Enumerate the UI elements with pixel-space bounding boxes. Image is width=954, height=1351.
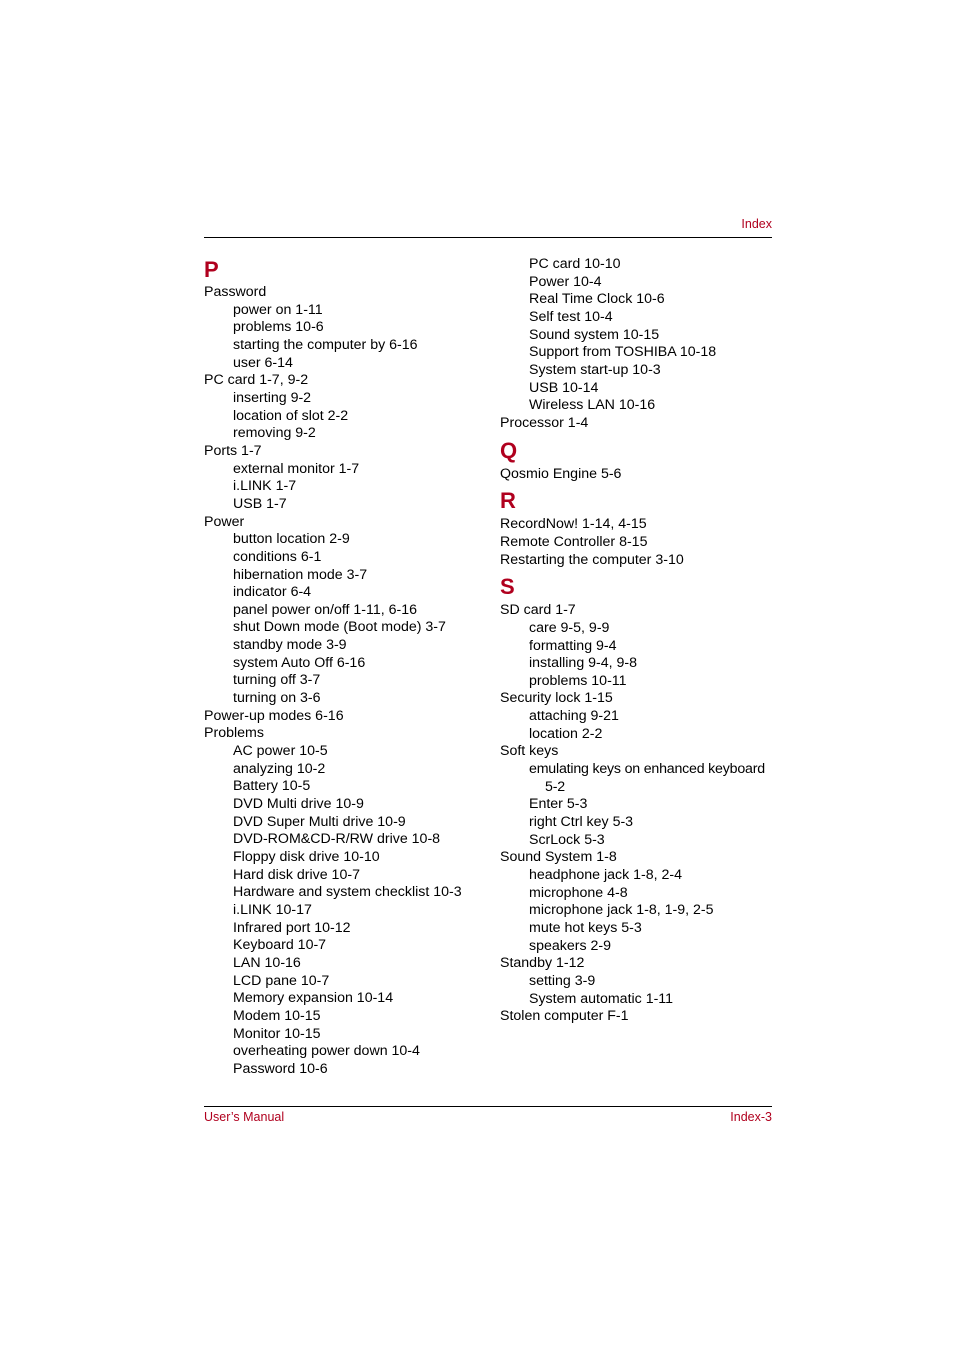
index-subentry: Real Time Clock 10-6 bbox=[529, 291, 665, 308]
index-subentry: Infrared port 10-12 bbox=[233, 919, 351, 936]
index-entry: Power-up modes 6-16 bbox=[204, 707, 344, 724]
index-subentry: overheating power down 10-4 bbox=[233, 1043, 420, 1060]
index-entry: Ports 1-7 bbox=[204, 442, 262, 459]
index-column-left bbox=[204, 256, 489, 1079]
header-rule bbox=[204, 237, 772, 238]
index-entry: Power bbox=[204, 513, 245, 530]
index-subentry: problems 10-6 bbox=[233, 319, 324, 336]
index-subentry: location 2-2 bbox=[529, 725, 603, 742]
index-subentry: microphone jack 1-8, 1-9, 2-5 bbox=[529, 902, 714, 919]
index-entry: Restarting the computer 3-10 bbox=[500, 551, 684, 568]
index-subentry: DVD Super Multi drive 10-9 bbox=[233, 813, 406, 830]
index-subentry: user 6-14 bbox=[233, 354, 293, 371]
footer-rule bbox=[204, 1106, 772, 1107]
index-subentry: AC power 10-5 bbox=[233, 743, 328, 760]
index-subentry: PC card 10-10 bbox=[529, 256, 621, 272]
index-subentry: mute hot keys 5-3 bbox=[529, 920, 642, 936]
index-subentry: formatting 9-4 bbox=[529, 637, 617, 654]
index-subentry: panel power on/off 1-11, 6-16 bbox=[233, 601, 418, 618]
index-subentry: Self test 10-4 bbox=[529, 308, 613, 325]
index-entry: Problems bbox=[204, 725, 264, 742]
index-subentry: Sound system 10-15 bbox=[529, 326, 660, 343]
index-subentry: microphone 4-8 bbox=[529, 884, 628, 901]
index-entry: PC card 1-7, 9-2 bbox=[204, 372, 309, 389]
index-subentry: external monitor 1-7 bbox=[233, 460, 360, 477]
index-entry: Qosmio Engine 5-6 bbox=[500, 465, 622, 482]
index-subentry: System automatic 1-11 bbox=[529, 990, 674, 1007]
index-letter-s: S bbox=[500, 574, 515, 600]
index-subentry: i.LINK 10-17 bbox=[233, 901, 312, 918]
index-subentry: i.LINK 1-7 bbox=[233, 478, 297, 495]
index-subentry: USB 10-14 bbox=[529, 379, 599, 396]
index-subentry: System start-up 10-3 bbox=[529, 361, 661, 378]
running-header: Index bbox=[741, 217, 772, 231]
index-letter-p: P bbox=[204, 257, 219, 282]
index-subentry: Password 10-6 bbox=[233, 1060, 328, 1077]
index-entry: Stolen computer F-1 bbox=[500, 1008, 629, 1025]
index-entry: Soft keys bbox=[500, 743, 559, 760]
index-subentry: Monitor 10-15 bbox=[233, 1025, 321, 1042]
index-subentry: DVD-ROM&CD-R/RW drive 10-8 bbox=[233, 831, 441, 848]
index-subentry: Support from TOSHIBA 10-18 bbox=[529, 344, 717, 361]
index-letter-q: Q bbox=[500, 437, 518, 463]
index-subentry: Keyboard 10-7 bbox=[233, 937, 327, 954]
index-subentry: Power 10-4 bbox=[529, 273, 602, 290]
index-subentry: button location 2-9 bbox=[233, 531, 350, 548]
index-entry: Security lock 1-15 bbox=[500, 690, 613, 707]
index-subentry: DVD Multi drive 10-9 bbox=[233, 796, 364, 813]
index-subentry: location of slot 2-2 bbox=[233, 407, 349, 424]
index-subentry: removing 9-2 bbox=[233, 425, 316, 442]
index-subentry: hibernation mode 3-7 bbox=[233, 566, 368, 583]
footer-page-number: Index-3 bbox=[730, 1110, 772, 1124]
index-subentry: Floppy disk drive 10-10 bbox=[233, 849, 380, 865]
index-subentry: Enter 5-3 bbox=[529, 796, 588, 813]
index-entry: Sound System 1-8 bbox=[500, 849, 617, 866]
index-subentry: power on 1-11 bbox=[233, 301, 323, 318]
index-subentry: conditions 6-1 bbox=[233, 548, 322, 565]
index-entry: SD card 1-7 bbox=[500, 602, 576, 619]
index-subentry: Memory expansion 10-14 bbox=[233, 990, 394, 1007]
index-subentry: emulating keys on enhanced keyboard 5-2 bbox=[529, 761, 765, 795]
index-subentry: LAN 10-16 bbox=[233, 954, 301, 971]
index-subentry: installing 9-4, 9-8 bbox=[529, 655, 638, 672]
index-subentry: indicator 6-4 bbox=[233, 584, 312, 601]
index-subentry: attaching 9-21 bbox=[529, 708, 619, 725]
index-subentry: Modem 10-15 bbox=[233, 1007, 321, 1024]
index-subentry: headphone jack 1-8, 2-4 bbox=[529, 867, 683, 884]
index-subentry: Battery 10-5 bbox=[233, 778, 311, 795]
index-subentry: shut Down mode (Boot mode) 3-7 bbox=[233, 619, 446, 636]
index-entry: Remote Controller 8-15 bbox=[500, 533, 648, 550]
footer-manual-title: User’s Manual bbox=[204, 1110, 285, 1124]
index-subentry: LCD pane 10-7 bbox=[233, 972, 330, 989]
index-subentry: system Auto Off 6-16 bbox=[233, 654, 366, 671]
index-subentry: starting the computer by 6-16 bbox=[233, 336, 418, 353]
index-subentry: inserting 9-2 bbox=[233, 389, 312, 406]
index-subentry: speakers 2-9 bbox=[529, 937, 612, 954]
index-letter-r: R bbox=[500, 488, 516, 514]
index-subentry: care 9-5, 9-9 bbox=[529, 619, 610, 636]
index-subentry: Wireless LAN 10-16 bbox=[529, 397, 656, 414]
index-subentry: right Ctrl key 5-3 bbox=[529, 814, 634, 831]
index-subentry: problems 10-11 bbox=[529, 672, 627, 689]
index-subentry: setting 3-9 bbox=[529, 972, 596, 989]
index-subentry: Hard disk drive 10-7 bbox=[233, 866, 360, 883]
index-entry: Processor 1-4 bbox=[500, 414, 589, 431]
index-subentry: Hardware and system checklist 10-3 bbox=[233, 884, 462, 901]
index-subentry: turning off 3-7 bbox=[233, 672, 321, 689]
index-column-right bbox=[500, 256, 776, 1026]
index-entry: Standby 1-12 bbox=[500, 955, 585, 972]
index-subentry: ScrLock 5-3 bbox=[529, 831, 605, 848]
index-entry: RecordNow! 1-14, 4-15 bbox=[500, 516, 647, 533]
index-subentry: standby mode 3-9 bbox=[233, 637, 347, 654]
index-subentry: USB 1-7 bbox=[233, 495, 287, 512]
index-subentry: turning on 3-6 bbox=[233, 690, 321, 707]
index-subentry: analyzing 10-2 bbox=[233, 760, 326, 777]
index-entry: Password bbox=[204, 284, 267, 300]
